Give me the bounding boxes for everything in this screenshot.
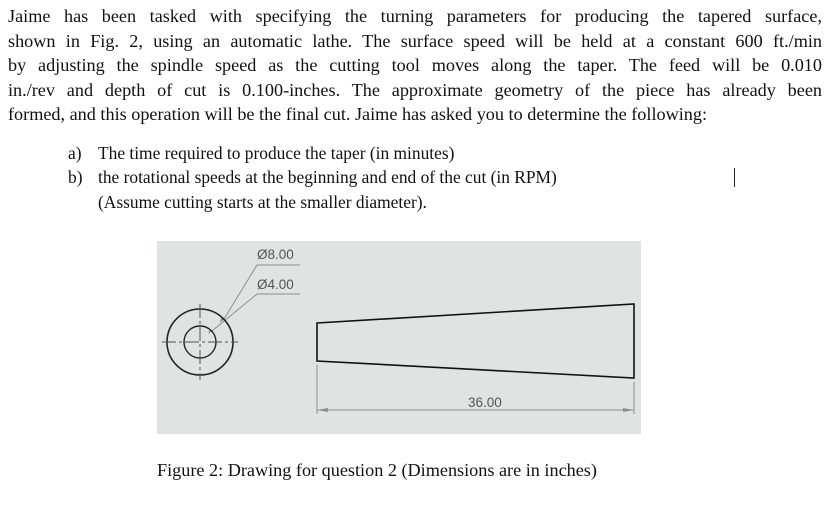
tapered-part-outline bbox=[317, 304, 634, 378]
assumption-note-row bbox=[68, 190, 668, 214]
figure-drawing bbox=[157, 241, 641, 434]
problem-statement bbox=[8, 4, 822, 127]
question-a-marker: a) bbox=[68, 143, 82, 163]
problem-line-4: in./rev and depth of cut is 0.100-inches. The approximate geometry of the piece has already been bbox=[8, 79, 822, 100]
text-cursor bbox=[734, 168, 735, 187]
end-view-outer-circle bbox=[167, 309, 233, 375]
question-b bbox=[68, 165, 668, 189]
question-list bbox=[68, 141, 668, 214]
dimension-arrow-left bbox=[317, 408, 328, 412]
problem-line-1: Jaime has been tasked with specifying the turning parameters for producing the tapered surface, bbox=[8, 6, 822, 26]
dimension-arrow-right bbox=[623, 408, 634, 412]
problem-line-2: shown in Fig. 2, using an automatic lathe. The surface speed will be held at a constant 600 ft./min bbox=[8, 30, 822, 51]
problem-line-3: by adjusting the spindle speed as the cutting tool moves along the taper. The feed will be 0.010 bbox=[8, 55, 822, 76]
question-b-text: the rotational speeds at the beginning and end of the cut (in RPM) bbox=[98, 167, 557, 188]
figure-caption: Figure 2: Drawing for question 2 (Dimensions are in inches) bbox=[157, 460, 597, 480]
inner-diameter-label: Ø4.00 bbox=[257, 277, 294, 292]
length-dimension-label: 36.00 bbox=[468, 395, 502, 410]
drawing-canvas bbox=[157, 241, 641, 434]
question-a-text: The time required to produce the taper (in minutes) bbox=[98, 143, 455, 163]
outer-diameter-leader bbox=[224, 265, 300, 319]
outer-diameter-label: Ø8.00 bbox=[257, 247, 294, 262]
assumption-note: (Assume cutting starts at the smaller diameter). bbox=[98, 191, 427, 212]
inner-diameter-leader bbox=[212, 294, 300, 331]
question-a bbox=[68, 141, 668, 165]
question-b-marker: b) bbox=[68, 167, 83, 188]
problem-line-5: formed, and this operation will be the final cut. Jaime has asked you to determine the following: bbox=[8, 104, 708, 125]
